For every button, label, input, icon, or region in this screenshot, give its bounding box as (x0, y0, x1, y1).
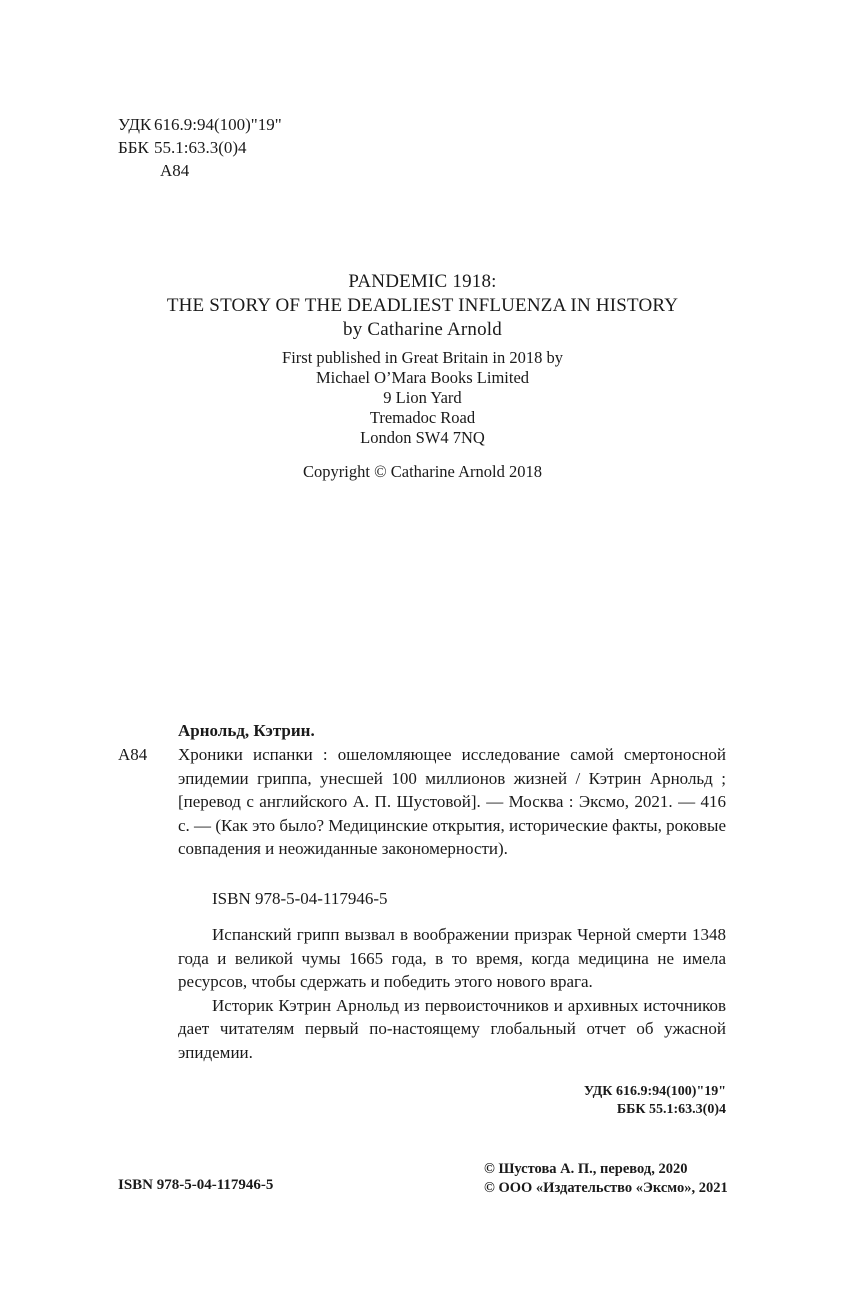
catalog-author-sign: А84 (118, 745, 148, 764)
catalog-isbn: ISBN 978-5-04-117946-5 (212, 889, 388, 908)
original-title-line2: THE STORY OF THE DEADLIEST INFLUENZA IN HISTORY (166, 295, 679, 316)
original-title-line1: PANDEMIC 1918: (348, 271, 497, 292)
original-byline: by Catharine Arnold (343, 319, 502, 340)
publisher-info (0, 348, 845, 448)
bbk-code: 55.1:63.3(0)4 (154, 138, 247, 157)
catalog-udk: УДК 616.9:94(100)"19" (583, 1084, 726, 1099)
udk-label: УДК (118, 115, 152, 134)
bbk-label: ББК (118, 138, 149, 157)
classification-codes (118, 113, 282, 182)
udk-row (118, 113, 282, 136)
original-title-block (0, 270, 845, 342)
footer-copyrights (484, 1160, 728, 1198)
annotation (178, 923, 726, 1064)
catalog-codes (560, 1083, 726, 1119)
pub-line: London SW4 7NQ (360, 428, 485, 447)
annotation-paragraph: Историк Кэтрин Арнольд из первоисточников и архивных источников дает читателям первый по-настоящему глобальный отчет об ужасной эпидемии. (178, 995, 726, 1062)
udk-code: 616.9:94(100)"19" (154, 115, 282, 134)
author-sign: А84 (160, 161, 190, 180)
catalog-description: Хроники испанки : ошеломляющее исследование самой смертоносной эпидемии гриппа, унесшей 100 миллионов жизней / Кэтрин Арнольд ; [перевод с английского А. П. Шустовой]. — Москва : Эксмо, 2021. — 416 с. — (Как это было? Медицинские открытия, исторические факты, роковые совпадения и неожиданные закономерности). (178, 745, 726, 858)
original-copyright: Copyright © Catharine Arnold 2018 (303, 462, 542, 481)
pub-line: 9 Lion Yard (383, 388, 462, 407)
pub-line: First published in Great Britain in 2018 by (282, 348, 563, 367)
annotation-paragraph: Испанский грипп вызвал в воображении призрак Черной смерти 1348 года и великой чумы 1665 года, в то время, когда медицина не имела ресурсов, чтобы сдержать и победить этого нового врага. (178, 925, 726, 991)
catalog-author-heading: Арнольд, Кэтрин. (178, 721, 315, 740)
copyright-translation: © Шустова А. П., перевод, 2020 (484, 1161, 688, 1177)
pub-line: Michael O’Mara Books Limited (315, 368, 530, 387)
copyright-publisher: © ООО «Издательство «Эксмо», 2021 (484, 1180, 728, 1196)
catalog-bbk: ББК 55.1:63.3(0)4 (616, 1102, 726, 1117)
footer-isbn: ISBN 978-5-04-117946-5 (118, 1177, 274, 1193)
bbk-row (118, 136, 282, 159)
pub-line: Tremadoc Road (369, 408, 476, 427)
